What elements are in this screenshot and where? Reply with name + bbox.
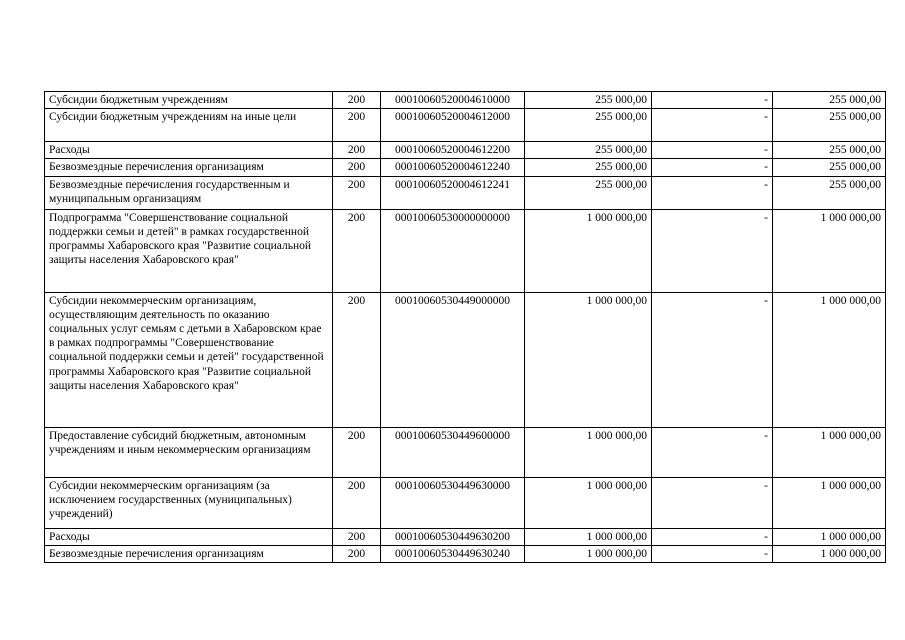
row-code-cell: 200: [333, 209, 381, 292]
row-kbk-cell: 00010060520004610000: [381, 92, 525, 109]
row-kbk-cell: 00010060530449630000: [381, 477, 525, 528]
table-row: [45, 477, 886, 528]
row-remaining-cell: 255 000,00: [773, 109, 886, 142]
table-row: [45, 292, 886, 427]
table-row: [45, 176, 886, 209]
row-name-cell: Субсидии бюджетным учреждениям: [45, 92, 333, 109]
row-remaining-cell: 255 000,00: [773, 142, 886, 159]
row-remaining-cell: 1 000 000,00: [773, 545, 886, 562]
row-kbk-cell: 00010060530449000000: [381, 292, 525, 427]
row-executed-cell: -: [652, 292, 773, 427]
row-name-cell: Подпрограмма "Совершенствование социальной поддержки семьи и детей" в рамках государственной программы Хабаровского края "Развитие социальной защиты населения Хабаровского края": [45, 209, 333, 292]
row-approved-cell: 255 000,00: [525, 109, 652, 142]
row-code-cell: 200: [333, 292, 381, 427]
row-remaining-cell: 255 000,00: [773, 92, 886, 109]
row-name-cell: Предоставление субсидий бюджетным, автономным учреждениям и иным некоммерческим организациям: [45, 427, 333, 477]
row-approved-cell: 1 000 000,00: [525, 427, 652, 477]
row-name-cell: Расходы: [45, 142, 333, 159]
row-remaining-cell: 1 000 000,00: [773, 209, 886, 292]
row-approved-cell: 255 000,00: [525, 176, 652, 209]
row-name-cell: Безвозмездные перечисления организациям: [45, 545, 333, 562]
row-remaining-cell: 1 000 000,00: [773, 427, 886, 477]
row-kbk-cell: 00010060530449600000: [381, 427, 525, 477]
row-name-cell: Безвозмездные перечисления государственным и муниципальным организациям: [45, 176, 333, 209]
row-kbk-cell: 00010060530449630200: [381, 528, 525, 545]
row-executed-cell: -: [652, 92, 773, 109]
table-row: [45, 545, 886, 562]
table-row: [45, 159, 886, 176]
row-approved-cell: 1 000 000,00: [525, 292, 652, 427]
row-executed-cell: -: [652, 545, 773, 562]
row-name-cell: Субсидии бюджетным учреждениям на иные цели: [45, 109, 333, 142]
table-row: [45, 142, 886, 159]
row-executed-cell: -: [652, 142, 773, 159]
row-approved-cell: 1 000 000,00: [525, 545, 652, 562]
row-remaining-cell: 255 000,00: [773, 176, 886, 209]
row-executed-cell: -: [652, 209, 773, 292]
row-remaining-cell: 1 000 000,00: [773, 528, 886, 545]
table-row: [45, 209, 886, 292]
row-executed-cell: -: [652, 109, 773, 142]
row-code-cell: 200: [333, 528, 381, 545]
row-approved-cell: 1 000 000,00: [525, 528, 652, 545]
row-executed-cell: -: [652, 477, 773, 528]
row-code-cell: 200: [333, 109, 381, 142]
row-code-cell: 200: [333, 176, 381, 209]
row-executed-cell: -: [652, 528, 773, 545]
row-kbk-cell: 00010060520004612241: [381, 176, 525, 209]
row-remaining-cell: 1 000 000,00: [773, 477, 886, 528]
row-code-cell: 200: [333, 545, 381, 562]
row-name-cell: Субсидии некоммерческим организациям, осуществляющим деятельность по оказанию социальных услуг семьям с детьми в Хабаровском крае в рамках подпрограммы "Совершенствование социальной поддержки семьи и детей" государственной программы Хабаровского края "Развитие социальной защиты населения Хабаровского края": [45, 292, 333, 427]
row-approved-cell: 1 000 000,00: [525, 209, 652, 292]
row-name-cell: Расходы: [45, 528, 333, 545]
row-approved-cell: 1 000 000,00: [525, 477, 652, 528]
row-approved-cell: 255 000,00: [525, 142, 652, 159]
row-executed-cell: -: [652, 427, 773, 477]
row-code-cell: 200: [333, 427, 381, 477]
row-code-cell: 200: [333, 159, 381, 176]
row-executed-cell: -: [652, 176, 773, 209]
row-kbk-cell: 00010060530449630240: [381, 545, 525, 562]
row-kbk-cell: 00010060520004612200: [381, 142, 525, 159]
budget-execution-table: [44, 91, 886, 563]
row-approved-cell: 255 000,00: [525, 159, 652, 176]
row-code-cell: 200: [333, 477, 381, 528]
table-row: [45, 427, 886, 477]
table-row: [45, 528, 886, 545]
row-kbk-cell: 00010060520004612240: [381, 159, 525, 176]
row-remaining-cell: 255 000,00: [773, 159, 886, 176]
row-kbk-cell: 00010060520004612000: [381, 109, 525, 142]
row-name-cell: Субсидии некоммерческим организациям (за исключением государственных (муниципальных) учреждений): [45, 477, 333, 528]
row-code-cell: 200: [333, 142, 381, 159]
table-row: [45, 92, 886, 109]
row-kbk-cell: 00010060530000000000: [381, 209, 525, 292]
row-approved-cell: 255 000,00: [525, 92, 652, 109]
row-executed-cell: -: [652, 159, 773, 176]
row-code-cell: 200: [333, 92, 381, 109]
table-row: [45, 109, 886, 142]
row-name-cell: Безвозмездные перечисления организациям: [45, 159, 333, 176]
row-remaining-cell: 1 000 000,00: [773, 292, 886, 427]
